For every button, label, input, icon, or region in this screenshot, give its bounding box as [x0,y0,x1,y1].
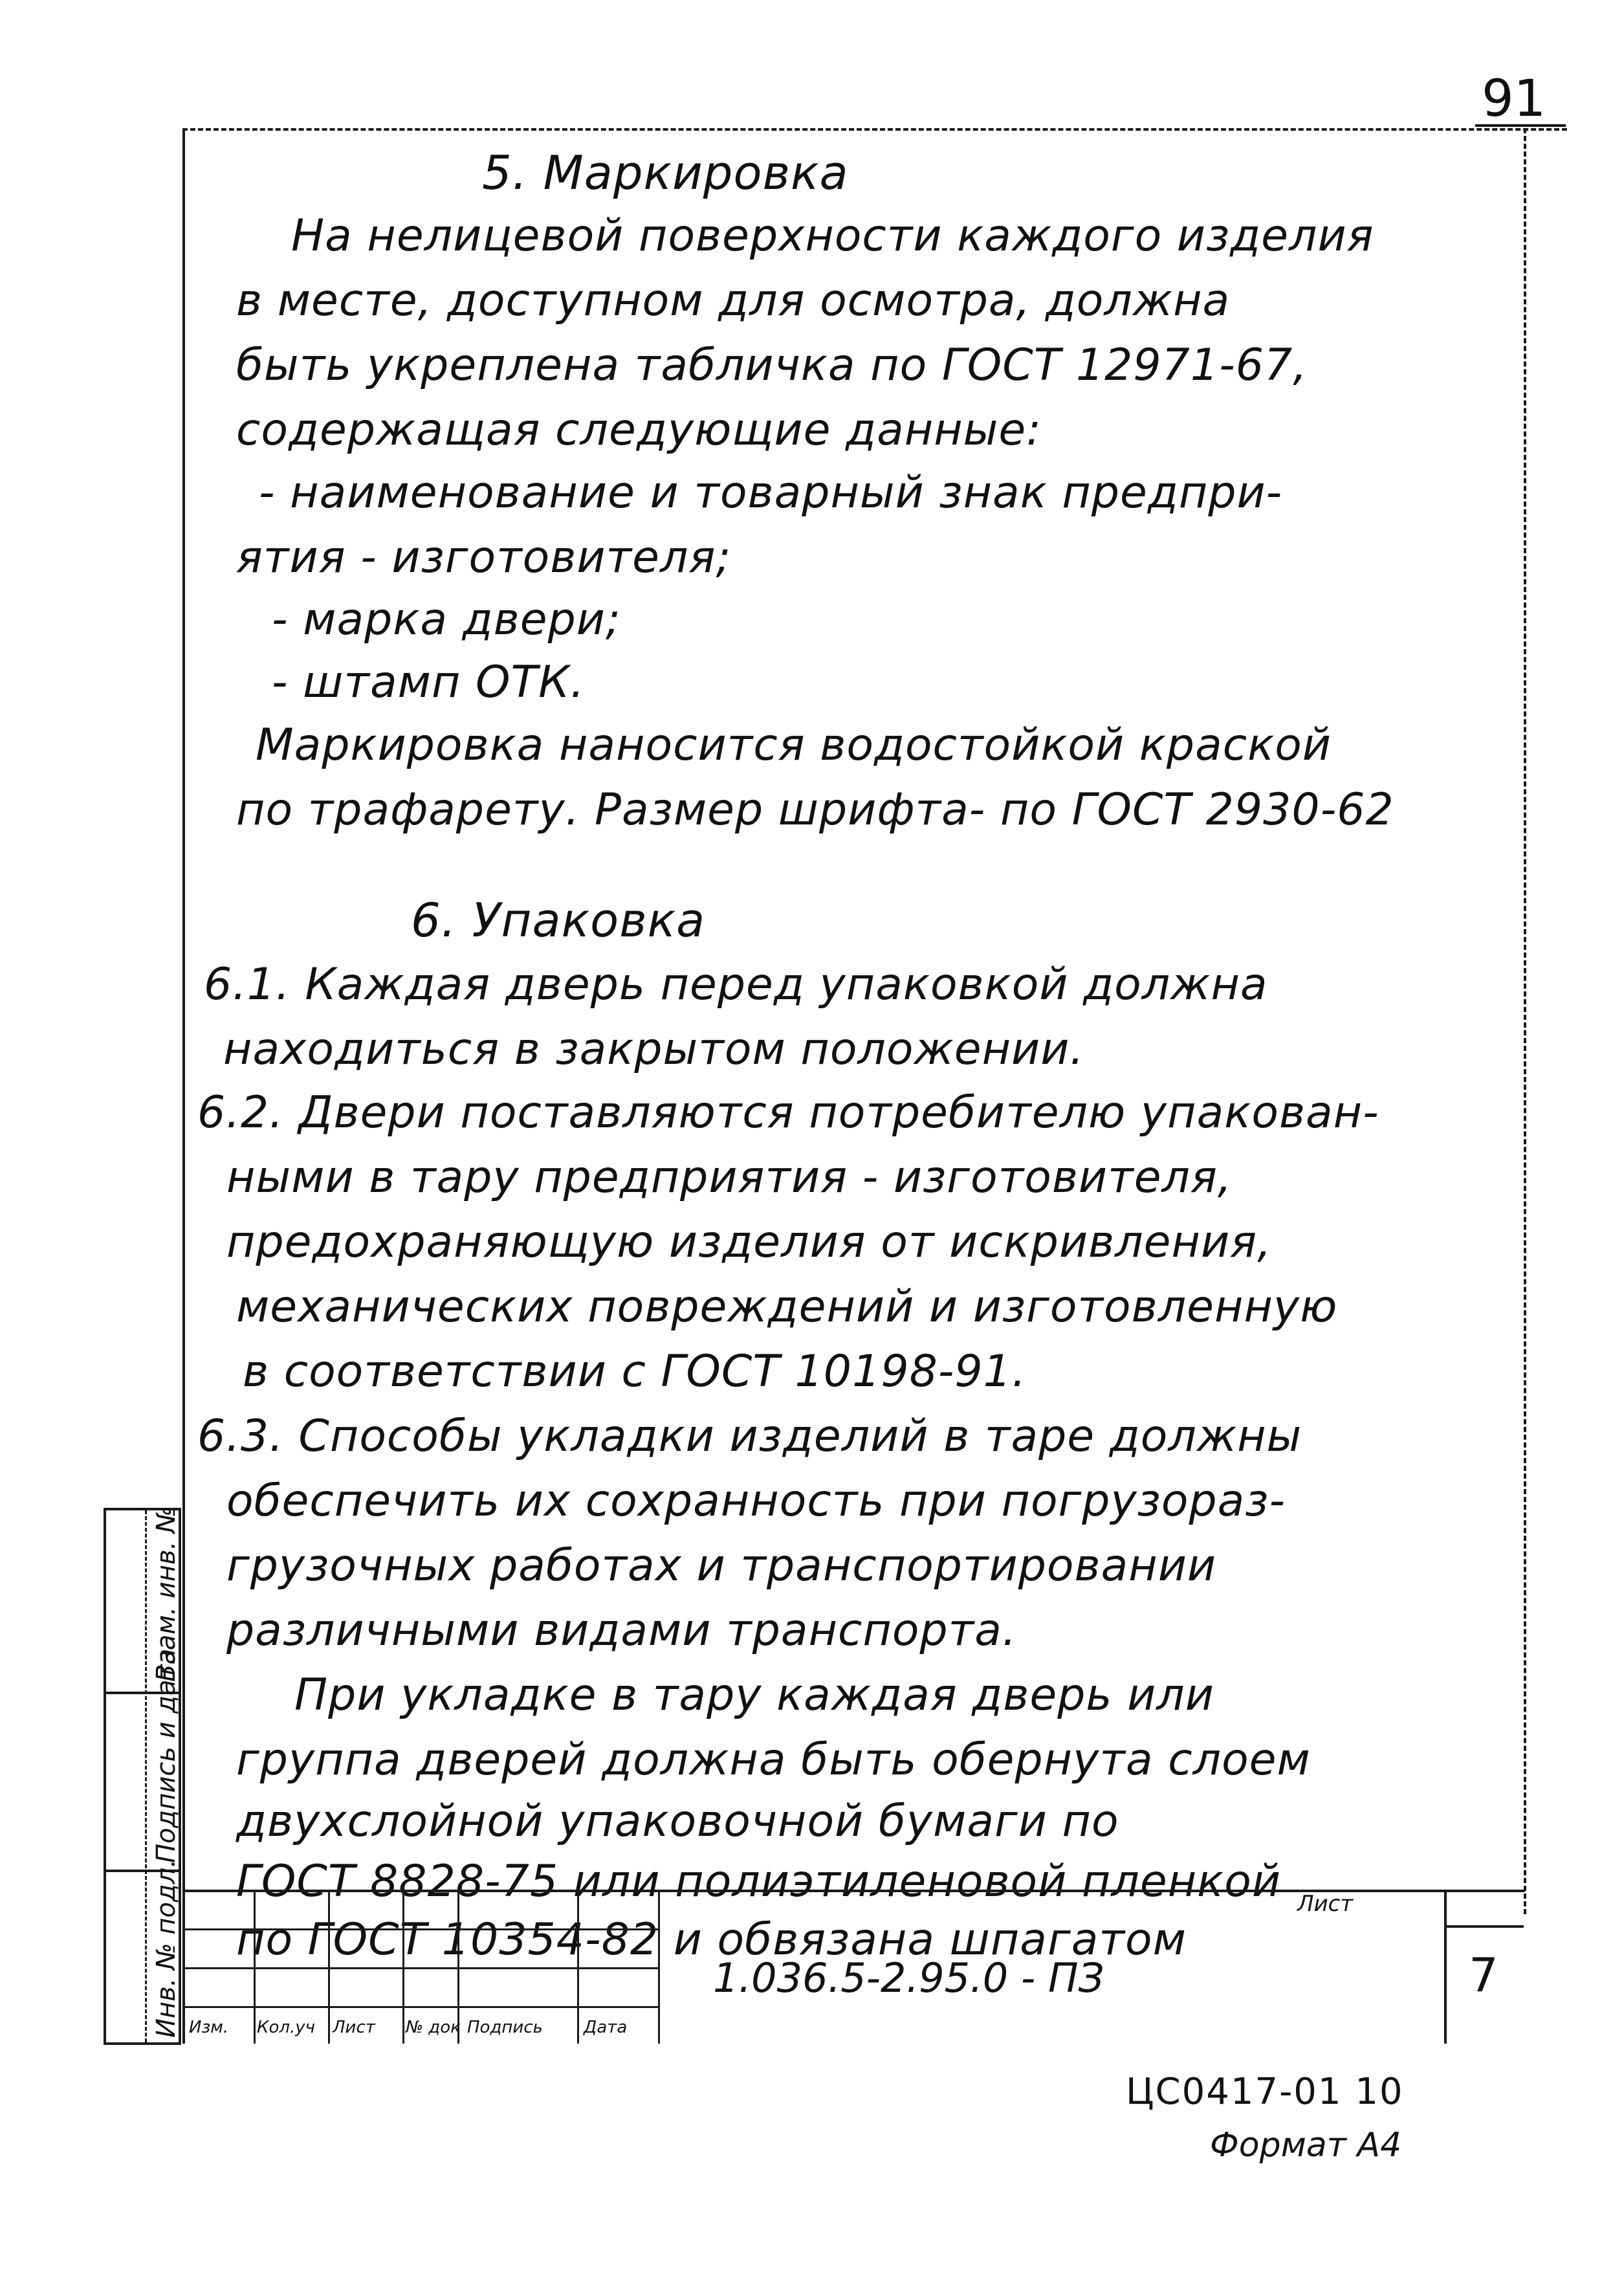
body-line: по ГОСТ 10354-82 и обвязана шпагатом [236,1914,1187,1965]
signature-date-label: Подпись и дата [151,1648,181,1863]
heading-marking: 5. Маркировка [482,146,849,200]
title-block-col-line [658,1890,660,2044]
side-stamp-divider [145,1510,147,2042]
list-label: Лист [333,2018,375,2037]
body-line: - штамп ОТК. [272,657,585,708]
podpis-label: Подпись [467,2018,543,2037]
body-line: предохраняющую изделия от искривления, [226,1217,1272,1268]
kol-uch-label: Кол.уч [257,2018,315,2037]
sheet-label: Лист [1297,1891,1354,1917]
body-line: - марка двери; [272,594,621,645]
body-line: находиться в закрытом положении. [223,1024,1085,1075]
body-line: На нелицевой поверхности каждого изделия [291,210,1374,261]
frame-right-border [1524,128,1526,1914]
body-line: грузочных работах и транспортировании [226,1540,1217,1591]
body-line: быть укреплена табличка по ГОСТ 12971-67, [236,340,1308,391]
body-line: ГОСТ 8828-75 или полиэтиленовой пленкой [236,1856,1282,1907]
n-dok-label: № док [406,2018,461,2037]
frame-left-border [182,128,185,2044]
body-line: группа дверей должна быть обернута слоем [236,1734,1311,1785]
body-line: по трафарету. Размер шрифта- по ГОСТ 2930-62 [236,784,1394,835]
body-line: различными видами транспорта. [226,1605,1017,1656]
body-line: в соответствии с ГОСТ 10198-91. [243,1346,1027,1397]
body-line: механических повреждений и изготовленную [236,1281,1338,1332]
body-line: Маркировка наносится водостойкой краской [256,720,1332,771]
body-line: 6.3. Способы укладки изделий в таре должны [197,1411,1302,1462]
data-label: Дата [584,2018,628,2037]
top-sheet-number: 91 [1482,70,1546,128]
izm-label: Изм. [189,2018,229,2037]
body-line: двухслойной упаковочной бумаги по [236,1796,1119,1847]
body-line: содержащая следующие данные: [236,404,1042,456]
top-sheet-number-underline [1475,124,1566,127]
sheet-box-divider [1446,1925,1524,1928]
document-code: 1.036.5-2.95.0 - ПЗ [713,1954,1104,2002]
body-line: обеспечить их сохранность при погрузораз- [226,1475,1286,1527]
title-block-col-line [254,1890,256,2044]
body-line: ятия - изготовителя; [236,532,732,583]
inv-podl-label: Инв. № подл. [151,1859,181,2038]
body-line: 6.1. Каждая дверь перед упаковкой должна [204,959,1268,1010]
body-line: - наименование и товарный знак предпри- [259,467,1283,518]
heading-packing: 6. Упаковка [411,893,706,947]
body-line: 6.2. Двери поставляются потребителю упакован- [197,1087,1379,1138]
vzam-inv-label: Взам. инв. № [151,1506,181,1682]
side-stamp [104,1508,181,2045]
body-line: в месте, доступном для осмотра, должна [236,275,1231,326]
body-line: ными в тару предприятия - изготовителя, [226,1152,1233,1203]
sheet-number: 7 [1469,1948,1498,2002]
body-line: При укладке в тару каждая дверь или [294,1670,1214,1721]
frame-top-border [182,128,1567,131]
archive-code: ЦС0417-01 10 [1126,2071,1404,2113]
title-block-col-line [577,1890,579,2044]
format-label: Формат А4 [1210,2126,1402,2165]
title-block-col-line [328,1890,330,2044]
title-block-col-line [402,1890,404,2044]
